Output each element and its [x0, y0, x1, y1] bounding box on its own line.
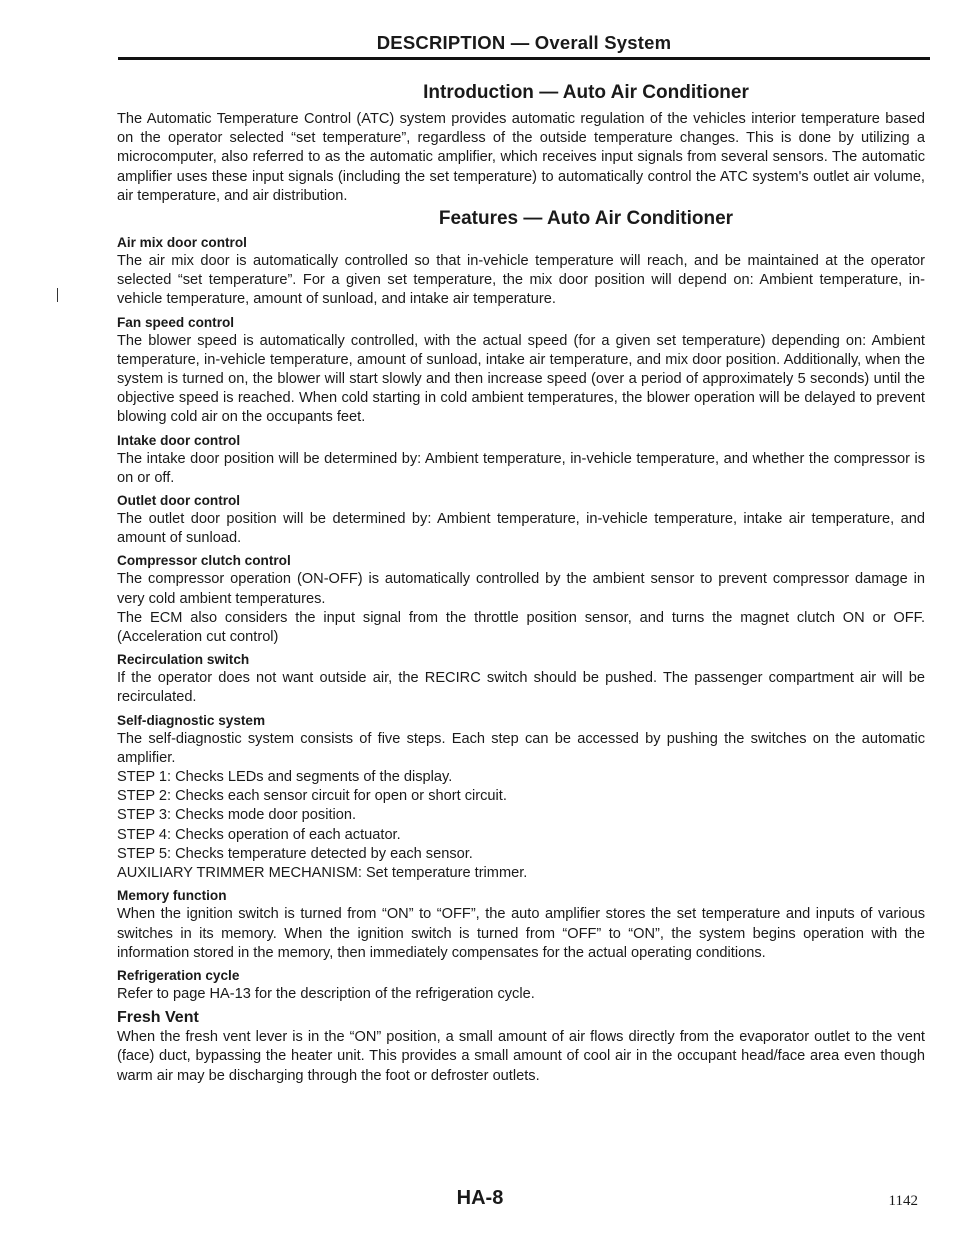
step-line: STEP 4: Checks operation of each actuator. [117, 826, 401, 843]
air-mix-title: Air mix door control [117, 235, 247, 251]
compressor-text-1: The compressor operation (ON-OFF) is automatically controlled by the ambient sensor to prevent compressor damage in very cold ambient temperatures. [117, 571, 925, 607]
compressor-text-2: The ECM also considers the input signal from the throttle position sensor, and turns the magnet clutch ON or OFF. (Acceleration cut control) [117, 609, 925, 646]
recirc-title: Recirculation switch [117, 652, 250, 668]
document-body [117, 82, 925, 1086]
self-diag-text: The self-diagnostic system consists of five steps. Each step can be accessed by pushing the switches on the automatic amplifier. [117, 730, 925, 766]
step-line: AUXILIARY TRIMMER MECHANISM: Set temperature trimmer. [117, 865, 528, 882]
intro-heading: Introduction — Auto Air Conditioner [423, 82, 749, 103]
step-line: STEP 3: Checks mode door position. [117, 807, 357, 824]
features-heading: Features — Auto Air Conditioner [438, 208, 734, 230]
intake-door-text: The intake door position will be determined by: Ambient temperature, in-vehicle temperature, and whether the compressor is on or off. [117, 450, 925, 486]
refrigeration-title: Refrigeration cycle [117, 967, 240, 983]
memory-title: Memory function [117, 888, 227, 904]
air-mix-text: The air mix door is automatically controlled so that in-vehicle temperature will reach, and be maintained at the operator selected “set temperature”. For a given set temperature, the mix door position will depend on: Ambient temperature, in-vehicle temperature, amount of sunload, and intake air temperature. [117, 253, 925, 308]
step-line: STEP 5: Checks temperature detected by each sensor. [117, 845, 473, 862]
intro-paragraph: The Automatic Temperature Control (ATC) system provides automatic regulation of the vehicles interior temperature based on the operator selected “set temperature”, regardless of the outside temperature changes. This is done by utilizing a microcomputer, also referred to as the automatic amplifier, which receives input signals from several sensors. The automatic amplifier uses these input signals (including the set temperature) to automatically control the ATC system's outlet air volume, air temperature, and air distribution. [117, 111, 925, 204]
margin-mark [57, 288, 58, 302]
recirc-text: If the operator does not want outside air, the RECIRC switch should be pushed. The passenger compartment air will be recirculated. [117, 670, 925, 706]
self-diag-title: Self-diagnostic system [117, 712, 266, 728]
fresh-vent-text: When the fresh vent lever is in the “ON” position, a small amount of air flows directly from the evaporator outlet to the vent (face) duct, bypassing the heater unit. This provides a small amount of cool air in the occupant head/face area even though warm air may be discharging through the foot or defroster outlets. [117, 1029, 925, 1084]
header-rule [118, 57, 930, 60]
outlet-door-text: The outlet door position will be determined by: Ambient temperature, in-vehicle temperature, intake air temperature, and amount of sunload. [117, 511, 925, 547]
page-number: 1142 [888, 1193, 918, 1209]
fan-speed-title: Fan speed control [117, 314, 235, 330]
fresh-vent-title: Fresh Vent [117, 1009, 199, 1027]
page-header [118, 32, 930, 62]
fan-speed-text: The blower speed is automatically controlled, with the actual speed (for a given set temperature) depending on: Ambient temperature, in-vehicle temperature, amount of sunload, intake air temperature, and mix door position. Additionally, when the system is turned on, the blower will start slowly and then increase speed (over a period of approximately 5 seconds) until the objective speed is reached. When cold starting in cold ambient temperatures, the blower operation will be delayed to prevent blowing cold air on the occupants feet. [117, 332, 925, 426]
step-line: STEP 1: Checks LEDs and segments of the display. [117, 769, 453, 786]
intake-door-title: Intake door control [117, 432, 241, 448]
page-title: DESCRIPTION — Overall System [376, 32, 672, 53]
page-code: HA-8 [456, 1187, 504, 1209]
refrigeration-text: Refer to page HA-13 for the description of the refrigeration cycle. [117, 985, 535, 1002]
outlet-door-title: Outlet door control [117, 493, 241, 509]
compressor-title: Compressor clutch control [117, 553, 291, 569]
memory-text: When the ignition switch is turned from “ON” to “OFF”, the auto amplifier stores the set temperature and inputs of various switches in its memory. When the ignition switch is turned from “OFF” to “ON”, the system begins operation with the information stored in the memory, then immediately compensates for the actual operating conditions. [117, 906, 925, 961]
step-line: STEP 2: Checks each sensor circuit for open or short circuit. [117, 788, 507, 805]
self-diag-steps [117, 768, 925, 883]
